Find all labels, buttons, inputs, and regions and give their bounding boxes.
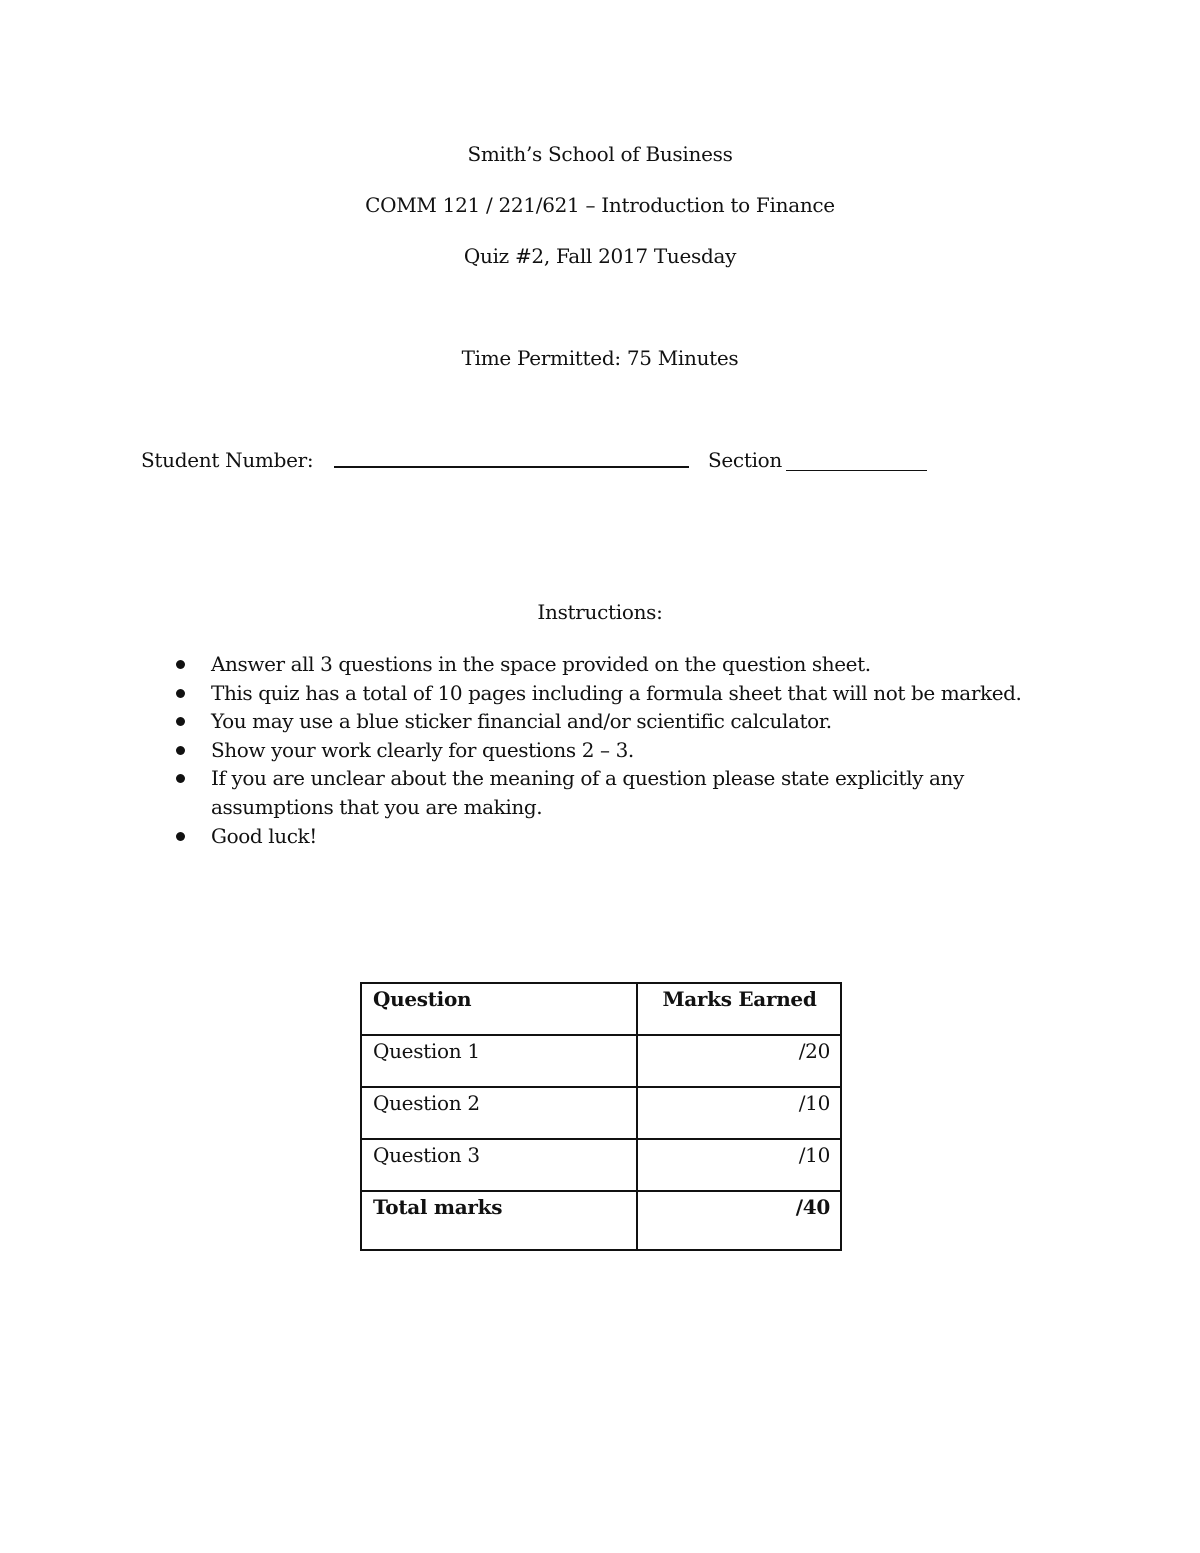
course-title: COMM 121 / 221/621 – Introduction to Finance bbox=[365, 193, 835, 217]
list-item bbox=[172, 679, 1072, 708]
instructions-heading: Instructions: bbox=[537, 600, 663, 624]
total-row bbox=[361, 1191, 841, 1250]
list-item bbox=[172, 707, 1072, 736]
table-header-row bbox=[361, 983, 841, 1035]
marks-cell: /20 bbox=[637, 1035, 841, 1087]
bullet-icon bbox=[176, 774, 185, 783]
bullet-icon bbox=[176, 689, 185, 698]
instruction-text: This quiz has a total of 10 pages including a formula sheet that will not be marked. bbox=[211, 680, 1022, 705]
bullet-icon bbox=[176, 746, 185, 755]
table-row bbox=[361, 1139, 841, 1191]
list-item bbox=[172, 650, 1072, 679]
bullet-icon bbox=[176, 717, 185, 726]
student-info-row bbox=[141, 447, 941, 477]
total-marks: /40 bbox=[637, 1191, 841, 1250]
instructions-list bbox=[172, 650, 1072, 850]
instruction-text: If you are unclear about the meaning of a question please state explicitly any assumptions that you are making. bbox=[211, 766, 964, 819]
section-field[interactable] bbox=[786, 470, 927, 471]
header-marks-earned: Marks Earned bbox=[637, 983, 841, 1035]
marks-cell: /10 bbox=[637, 1087, 841, 1139]
table-row bbox=[361, 1035, 841, 1087]
question-cell: Question 3 bbox=[361, 1139, 637, 1191]
question-cell: Question 2 bbox=[361, 1087, 637, 1139]
total-label: Total marks bbox=[361, 1191, 637, 1250]
table-row bbox=[361, 1087, 841, 1139]
instruction-text: You may use a blue sticker financial and/or scientific calculator. bbox=[211, 709, 832, 734]
marks-cell: /10 bbox=[637, 1139, 841, 1191]
instruction-text: Good luck! bbox=[211, 823, 317, 848]
instruction-text: Show your work clearly for questions 2 – 3. bbox=[211, 737, 634, 762]
section-label: Section bbox=[708, 448, 782, 472]
question-cell: Question 1 bbox=[361, 1035, 637, 1087]
header-question: Question bbox=[361, 983, 637, 1035]
bullet-icon bbox=[176, 832, 185, 841]
list-item bbox=[172, 822, 1072, 851]
instruction-text: Answer all 3 questions in the space provided on the question sheet. bbox=[211, 652, 871, 676]
school-name: Smith’s School of Business bbox=[467, 142, 733, 166]
time-permitted: Time Permitted: 75 Minutes bbox=[461, 346, 739, 370]
bullet-icon bbox=[176, 660, 185, 669]
list-item bbox=[172, 736, 1072, 765]
marks-table bbox=[360, 982, 842, 1251]
student-number-field[interactable] bbox=[334, 466, 689, 468]
list-item bbox=[172, 764, 1072, 821]
quiz-title: Quiz #2, Fall 2017 Tuesday bbox=[463, 244, 737, 268]
student-number-label: Student Number: bbox=[141, 448, 314, 472]
